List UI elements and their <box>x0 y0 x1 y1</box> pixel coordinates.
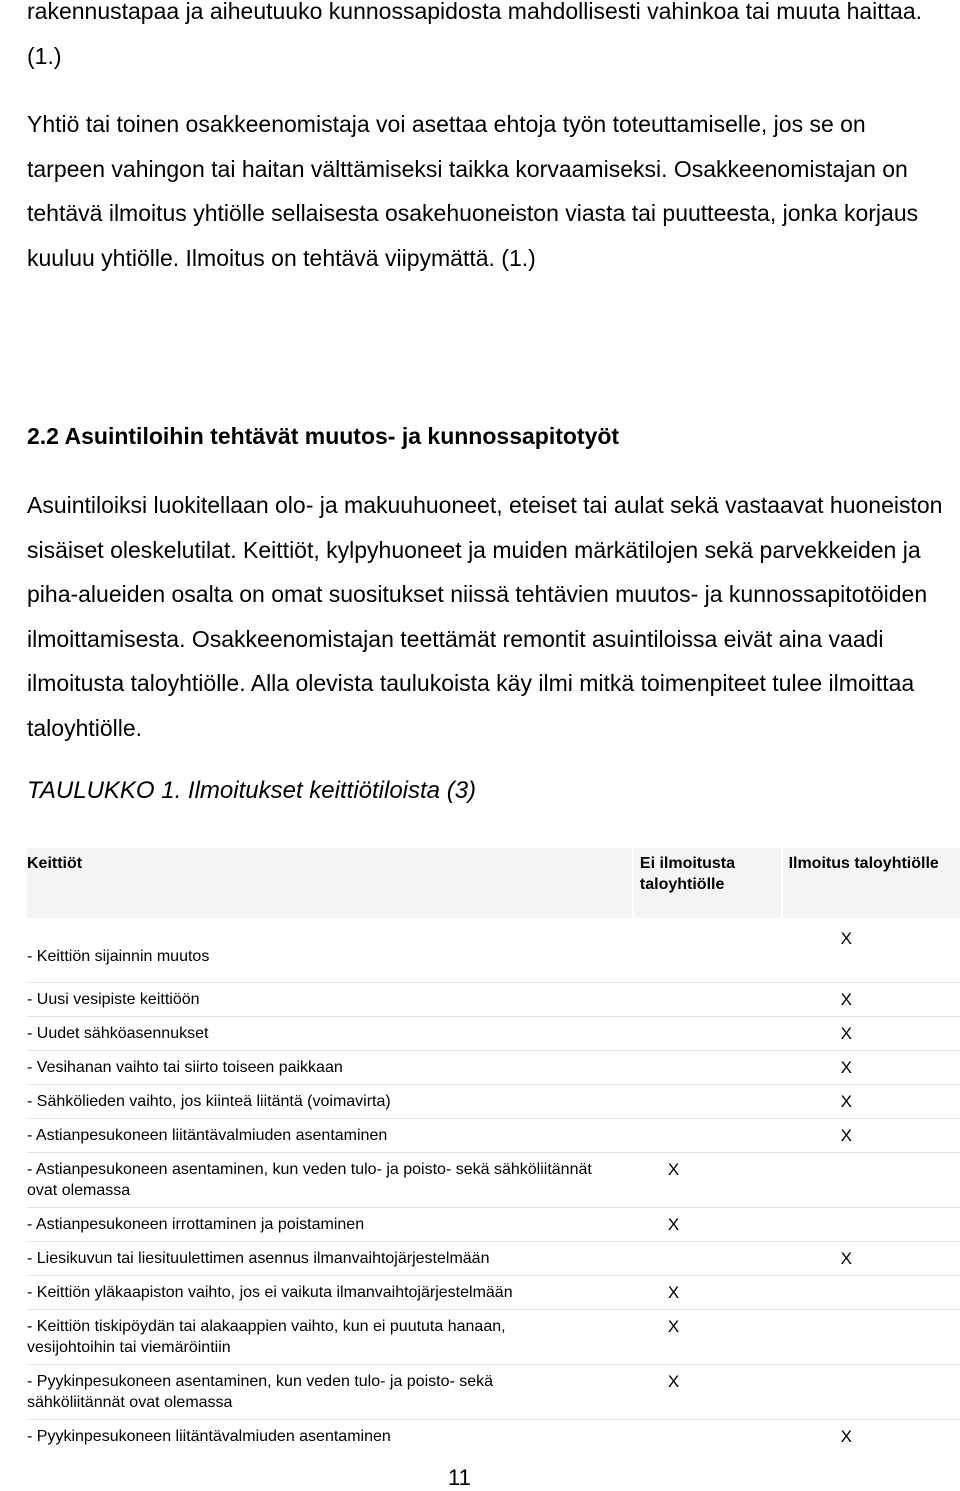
task-cell: - Sähkölieden vaihto, jos kiinteä liitäntä (voimavirta) <box>27 1084 632 1118</box>
no-notice-cell: X <box>632 1152 781 1207</box>
table-row <box>27 918 960 982</box>
no-notice-cell: X <box>632 1309 781 1364</box>
no-notice-cell: X <box>632 1207 781 1241</box>
task-cell: - Keittiön yläkaapiston vaihto, jos ei vaikuta ilmanvaihtojärjestelmään <box>27 1275 632 1309</box>
task-cell: - Astianpesukoneen liitäntävalmiuden asentaminen <box>27 1118 632 1152</box>
task-cell: - Vesihanan vaihto tai siirto toiseen paikkaan <box>27 1050 632 1084</box>
no-notice-cell <box>632 1050 781 1084</box>
table-header-row <box>27 848 960 918</box>
header-no-notice: Ei ilmoitusta taloyhtiölle <box>632 848 781 918</box>
task-cell: - Astianpesukoneen irrottaminen ja poistaminen <box>27 1207 632 1241</box>
task-cell: - Pyykinpesukoneen liitäntävalmiuden asentaminen <box>27 1419 632 1453</box>
table-row <box>27 1050 960 1084</box>
paragraph-living-spaces: Asuintiloiksi luokitellaan olo- ja makuuhuoneet, eteiset tai aulat sekä vastaavat huoneiston sisäiset oleskelutilat. Keittiöt, kylpyhuoneet ja muiden märkätilojen sekä parvekkeiden ja piha-alueiden osalta on omat suositukset niissä tehtävien muutos- ja kunnossapitotöiden ilmoittamisesta. Osakkeenomistajan teettämät remontit asuintiloissa eivät aina vaadi ilmoitusta taloyhtiölle. Alla olevista taulukoista käy ilmi mitkä toimenpiteet tulee ilmoittaa taloyhtiölle. <box>27 492 943 741</box>
notice-cell: X <box>840 929 852 948</box>
no-notice-cell: X <box>632 1364 781 1419</box>
notice-cell: X <box>781 1118 960 1152</box>
notice-cell: X <box>781 1419 960 1453</box>
table-row <box>27 1241 960 1275</box>
kitchen-notice-table <box>27 848 960 1453</box>
no-notice-cell: X <box>632 1275 781 1309</box>
notice-cell <box>781 1309 960 1364</box>
notice-cell: X <box>781 1016 960 1050</box>
no-notice-cell <box>632 1118 781 1152</box>
table-row <box>27 1152 960 1207</box>
table-row <box>27 1364 960 1419</box>
table-row <box>27 982 960 1016</box>
section-heading: 2.2 Asuintiloihin tehtävät muutos- ja kunnossapitotyöt <box>27 423 620 449</box>
header-notice: Ilmoitus taloyhtiölle <box>781 848 960 918</box>
table-row <box>27 1118 960 1152</box>
no-notice-cell <box>632 1419 781 1453</box>
no-notice-cell <box>632 918 781 982</box>
task-cell: - Pyykinpesukoneen asentaminen, kun veden tulo- ja poisto- sekä sähköliitännät ovat olemassa <box>27 1364 632 1419</box>
table-row <box>27 1084 960 1118</box>
notice-cell: X <box>781 1084 960 1118</box>
table-caption: TAULUKKO 1. Ilmoitukset keittiötiloista (3) <box>27 777 477 804</box>
paragraph-intro: rakennustapaa ja aiheutuuko kunnossapidosta mahdollisesti vahinkoa tai muuta haittaa. (1.) <box>27 0 923 69</box>
table-row <box>27 1016 960 1050</box>
notice-cell: X <box>781 1050 960 1084</box>
table-row <box>27 1309 960 1364</box>
header-kitchens: Keittiöt <box>27 848 632 918</box>
table-row <box>27 1207 960 1241</box>
paragraph-conditions: Yhtiö tai toinen osakkeenomistaja voi asettaa ehtoja työn toteuttamiselle, jos se on tarpeen vahingon tai haitan välttämiseksi taikka korvaamiseksi. Osakkeenomistajan on tehtävä ilmoitus yhtiölle sellaisesta osakehuoneiston viasta tai puutteesta, jonka korjaus kuuluu yhtiölle. Ilmoitus on tehtävä viipymättä. (1.) <box>27 111 919 271</box>
task-cell: - Liesikuvun tai liesituulettimen asennus ilmanvaihtojärjestelmään <box>27 1241 632 1275</box>
notice-cell: X <box>781 1241 960 1275</box>
table-row <box>27 1419 960 1453</box>
notice-cell <box>781 1364 960 1419</box>
notice-cell <box>781 1207 960 1241</box>
no-notice-cell <box>632 982 781 1016</box>
no-notice-cell <box>632 1241 781 1275</box>
no-notice-cell <box>632 1016 781 1050</box>
task-cell: - Keittiön tiskipöydän tai alakaappien vaihto, kun ei puututa hanaan, vesijohtoihin tai viemäröintiin <box>27 1309 632 1364</box>
notice-cell <box>781 1152 960 1207</box>
task-cell: - Astianpesukoneen asentaminen, kun veden tulo- ja poisto- sekä sähköliitännät ovat olemassa <box>27 1152 632 1207</box>
page-number: 11 <box>448 1465 471 1490</box>
task-cell: - Keittiön sijainnin muutos <box>27 948 210 965</box>
no-notice-cell <box>632 1084 781 1118</box>
task-cell: - Uudet sähköasennukset <box>27 1016 632 1050</box>
table-row <box>27 1275 960 1309</box>
notice-cell <box>781 1275 960 1309</box>
task-cell: - Uusi vesipiste keittiöön <box>27 982 632 1016</box>
notice-cell: X <box>781 982 960 1016</box>
